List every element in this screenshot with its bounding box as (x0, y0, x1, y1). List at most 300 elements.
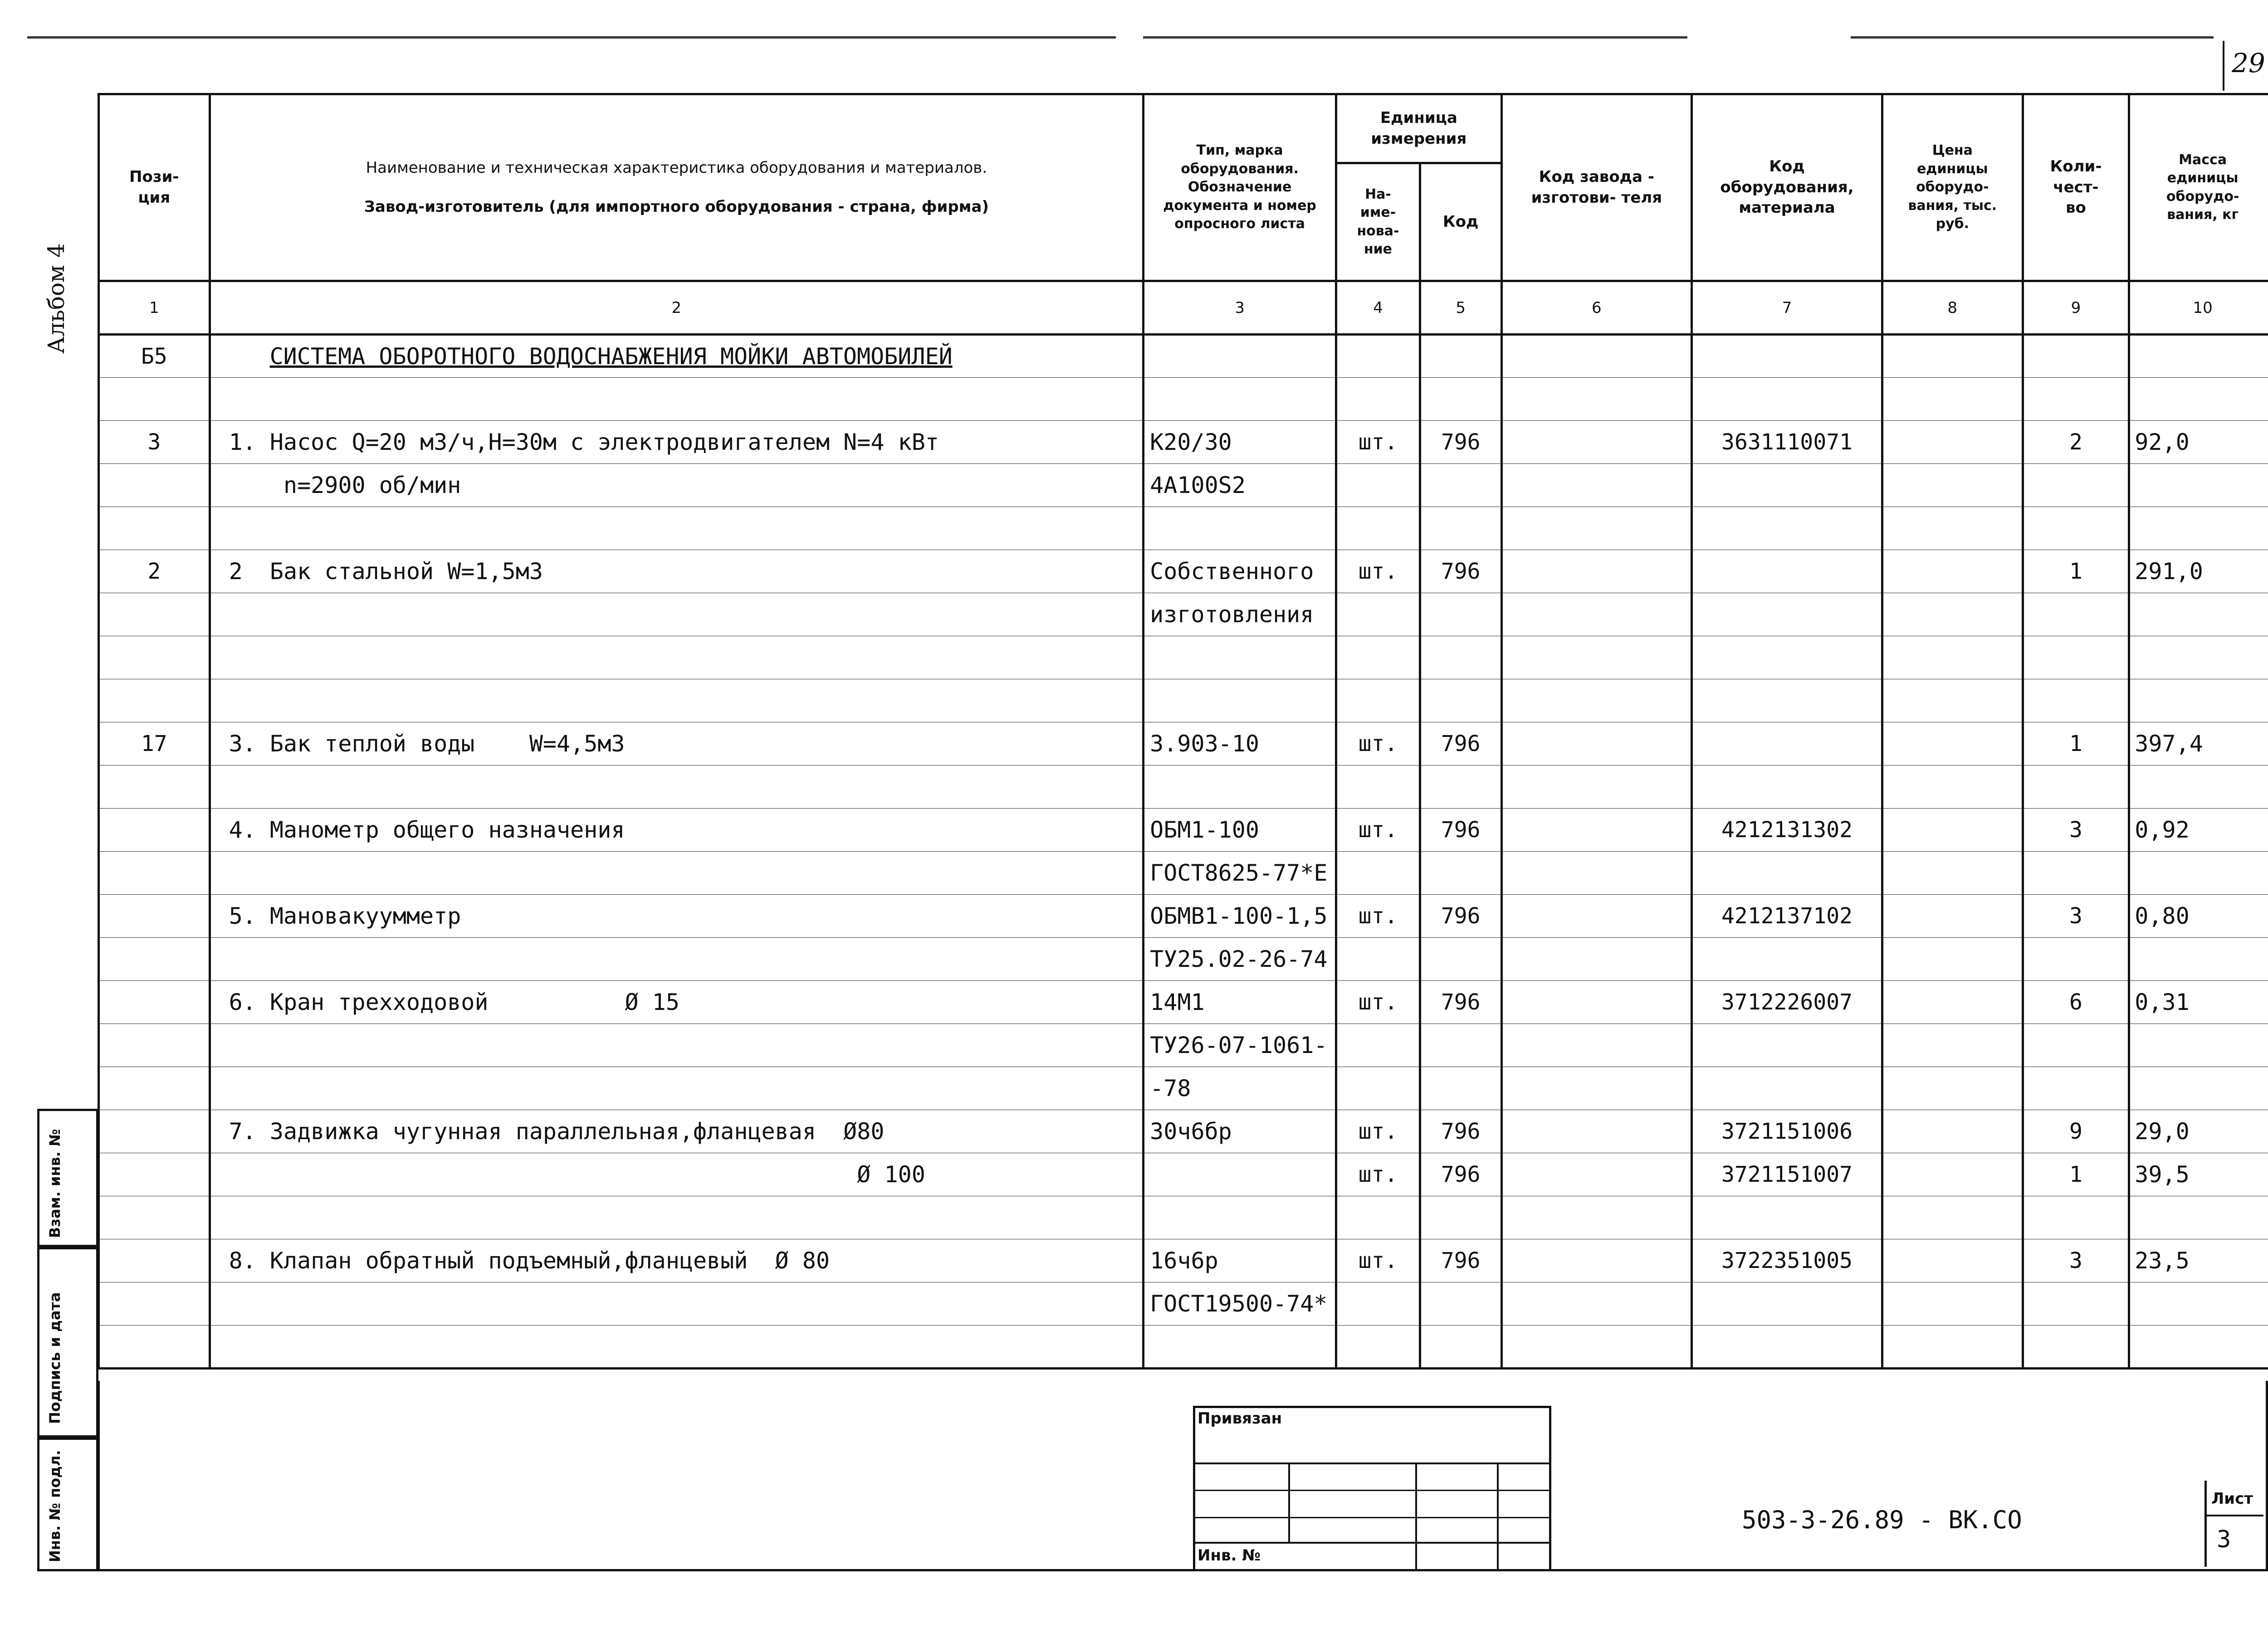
row-mass (2129, 636, 2268, 679)
row-mass: 0,31 (2129, 981, 2268, 1024)
row-price (1882, 1153, 2023, 1196)
row-type (1144, 636, 1336, 679)
table-row (99, 335, 2268, 378)
header-unit-name: На- име- нова- ние (1336, 163, 1420, 281)
header-unit-code: Код (1420, 163, 1501, 281)
row-unit (1336, 378, 1420, 421)
row-unit: шт. (1336, 1239, 1420, 1282)
top-rule (1143, 36, 1687, 39)
row-mass (2129, 378, 2268, 421)
privyazan-line (1497, 1462, 1499, 1569)
row-plant-code (1501, 1110, 1692, 1153)
privyazan-block (1193, 1406, 1551, 1569)
row-name: СИСТЕМА ОБОРОТНОГО ВОДОСНАБЖЕНИЯ МОЙКИ АВТОМОБИЛЕЙ (210, 335, 1144, 378)
row-plant-code (1501, 464, 1692, 507)
row-plant-code (1501, 1196, 1692, 1239)
table-row (99, 1239, 2268, 1282)
row-quantity (2023, 679, 2129, 722)
row-unit: шт. (1336, 1110, 1420, 1153)
row-quantity (2023, 507, 2129, 550)
header-plant-code: Код завода - изготови- теля (1501, 94, 1692, 281)
row-unit: шт. (1336, 809, 1420, 852)
column-numbers-row (99, 281, 2268, 335)
inv-no-label: Инв. № (1198, 1546, 1261, 1565)
row-mass: 92,0 (2129, 421, 2268, 464)
row-name: n=2900 об/мин (210, 464, 1144, 507)
row-price (1882, 679, 2023, 722)
row-unit: шт. (1336, 421, 1420, 464)
row-equipment-code (1692, 1024, 1882, 1067)
row-plant-code (1501, 981, 1692, 1024)
row-price (1882, 895, 2023, 938)
row-equipment-code (1692, 507, 1882, 550)
row-unit-code (1420, 464, 1501, 507)
row-unit (1336, 765, 1420, 809)
row-unit (1336, 852, 1420, 895)
row-unit: шт. (1336, 1153, 1420, 1196)
sheet-label: Лист (2211, 1490, 2253, 1508)
header-mass: Масса единицы оборудо- вания, кг (2129, 94, 2268, 281)
privyazan-line (1193, 1406, 1195, 1569)
row-name: Ø 100 (210, 1153, 1144, 1196)
row-unit-code (1420, 378, 1501, 421)
row-type: Собственного (1144, 550, 1336, 593)
row-quantity: 6 (2023, 981, 2129, 1024)
row-price (1882, 852, 2023, 895)
row-quantity (2023, 852, 2129, 895)
row-price (1882, 507, 2023, 550)
row-type (1144, 335, 1336, 378)
table-row (99, 1282, 2268, 1326)
row-unit (1336, 507, 1420, 550)
row-position (99, 809, 210, 852)
row-position (99, 636, 210, 679)
row-equipment-code: 3631110071 (1692, 421, 1882, 464)
row-mass (2129, 679, 2268, 722)
row-name: 8. Клапан обратный подъемный,фланцевый Ø 80 (210, 1239, 1144, 1282)
row-name (210, 1282, 1144, 1326)
row-plant-code (1501, 1239, 1692, 1282)
row-quantity (2023, 593, 2129, 636)
row-name (210, 636, 1144, 679)
stamp-vzam-inv-label: Взам. инв. № (46, 1129, 64, 1238)
row-unit-code: 796 (1420, 722, 1501, 765)
top-rule (27, 36, 1116, 39)
row-plant-code (1501, 722, 1692, 765)
row-equipment-code (1692, 636, 1882, 679)
row-mass (2129, 852, 2268, 895)
row-name (210, 1024, 1144, 1067)
table-row (99, 421, 2268, 464)
row-name (210, 593, 1144, 636)
row-equipment-code: 4212137102 (1692, 895, 1882, 938)
row-unit-code (1420, 1282, 1501, 1326)
row-type: ГОСТ19500-74* (1144, 1282, 1336, 1326)
row-quantity: 1 (2023, 1153, 2129, 1196)
row-quantity: 3 (2023, 1239, 2129, 1282)
top-rule (1851, 36, 2214, 39)
row-name: 2 Бак стальной W=1,5м3 (210, 550, 1144, 593)
row-equipment-code (1692, 1196, 1882, 1239)
row-type: К20/30 (1144, 421, 1336, 464)
header-name-line2: Завод-изготовитель (для импортного оборудования - страна, фирма) (364, 197, 989, 216)
row-plant-code (1501, 1282, 1692, 1326)
row-type: 14М1 (1144, 981, 1336, 1024)
table-row (99, 464, 2268, 507)
row-unit: шт. (1336, 981, 1420, 1024)
privyazan-line (1415, 1462, 1417, 1569)
row-mass (2129, 765, 2268, 809)
row-plant-code (1501, 378, 1692, 421)
stamp-inv-podl (37, 1435, 98, 1571)
row-type (1144, 507, 1336, 550)
row-price (1882, 1239, 2023, 1282)
row-quantity (2023, 1024, 2129, 1067)
table-row (99, 550, 2268, 593)
row-position (99, 895, 210, 938)
table-row (99, 1067, 2268, 1110)
table-row (99, 378, 2268, 421)
table-row (99, 895, 2268, 938)
row-type (1144, 378, 1336, 421)
table-row (99, 722, 2268, 765)
row-position (99, 981, 210, 1024)
row-quantity (2023, 378, 2129, 421)
row-quantity: 9 (2023, 1110, 2129, 1153)
row-quantity (2023, 464, 2129, 507)
row-plant-code (1501, 550, 1692, 593)
row-plant-code (1501, 895, 1692, 938)
row-quantity: 3 (2023, 895, 2129, 938)
row-name (210, 765, 1144, 809)
row-equipment-code: 3721151006 (1692, 1110, 1882, 1153)
row-unit (1336, 464, 1420, 507)
row-position (99, 1067, 210, 1110)
row-name (210, 852, 1144, 895)
row-unit-code: 796 (1420, 981, 1501, 1024)
row-position (99, 765, 210, 809)
privyazan-line (1549, 1406, 1551, 1569)
row-mass (2129, 507, 2268, 550)
row-type (1144, 679, 1336, 722)
row-name: 6. Кран трехходовой Ø 15 (210, 981, 1144, 1024)
row-unit-code: 796 (1420, 1110, 1501, 1153)
row-quantity: 3 (2023, 809, 2129, 852)
row-type (1144, 1153, 1336, 1196)
row-price (1882, 464, 2023, 507)
row-quantity: 1 (2023, 550, 2129, 593)
row-price (1882, 809, 2023, 852)
row-price (1882, 1196, 2023, 1239)
row-mass: 39,5 (2129, 1153, 2268, 1196)
row-mass: 397,4 (2129, 722, 2268, 765)
table-row (99, 636, 2268, 679)
row-unit-code (1420, 765, 1501, 809)
row-unit: шт. (1336, 722, 1420, 765)
row-type: 4А100S2 (1144, 464, 1336, 507)
col-number: 9 (2023, 281, 2129, 335)
row-plant-code (1501, 507, 1692, 550)
row-unit (1336, 1196, 1420, 1239)
row-position (99, 852, 210, 895)
row-plant-code (1501, 636, 1692, 679)
row-unit-code (1420, 593, 1501, 636)
row-unit-code: 796 (1420, 1153, 1501, 1196)
row-equipment-code: 3721151007 (1692, 1153, 1882, 1196)
row-equipment-code (1692, 679, 1882, 722)
row-type: 3.903-10 (1144, 722, 1336, 765)
row-mass (2129, 1024, 2268, 1067)
row-plant-code (1501, 938, 1692, 981)
row-mass: 0,92 (2129, 809, 2268, 852)
row-mass: 29,0 (2129, 1110, 2268, 1153)
row-position (99, 464, 210, 507)
stamp-podpis-data (37, 1245, 98, 1440)
row-mass (2129, 335, 2268, 378)
col-number: 1 (99, 281, 210, 335)
row-position (99, 1326, 210, 1369)
row-price (1882, 335, 2023, 378)
row-price (1882, 765, 2023, 809)
table-row (99, 852, 2268, 895)
row-mass (2129, 464, 2268, 507)
table-row (99, 809, 2268, 852)
row-type: изготовления (1144, 593, 1336, 636)
row-unit-code (1420, 335, 1501, 378)
row-price (1882, 1326, 2023, 1369)
sheet-separator (2207, 1515, 2263, 1516)
row-mass (2129, 1326, 2268, 1369)
sheet-number: 3 (2217, 1526, 2231, 1553)
col-number: 4 (1336, 281, 1420, 335)
row-price (1882, 1067, 2023, 1110)
row-price (1882, 938, 2023, 981)
header-unit: Единица измерения (1336, 94, 1502, 163)
row-plant-code (1501, 852, 1692, 895)
row-price (1882, 1110, 2023, 1153)
row-position: Б5 (99, 335, 210, 378)
row-equipment-code (1692, 335, 1882, 378)
header-equipment-code: Код оборудования, материала (1692, 94, 1882, 281)
row-position: 3 (99, 421, 210, 464)
row-unit (1336, 636, 1420, 679)
table-row (99, 1326, 2268, 1369)
row-unit-code: 796 (1420, 809, 1501, 852)
row-unit (1336, 1024, 1420, 1067)
row-unit (1336, 679, 1420, 722)
table-row (99, 1153, 2268, 1196)
row-equipment-code (1692, 1067, 1882, 1110)
row-type (1144, 1326, 1336, 1369)
row-position: 2 (99, 550, 210, 593)
row-quantity (2023, 636, 2129, 679)
row-quantity (2023, 1196, 2129, 1239)
row-type (1144, 1196, 1336, 1239)
row-mass (2129, 593, 2268, 636)
row-quantity (2023, 1326, 2129, 1369)
row-mass: 0,80 (2129, 895, 2268, 938)
row-name (210, 378, 1144, 421)
row-name: 4. Манометр общего назначения (210, 809, 1144, 852)
row-position: 17 (99, 722, 210, 765)
row-position (99, 1196, 210, 1239)
col-number: 3 (1144, 281, 1336, 335)
row-plant-code (1501, 421, 1692, 464)
row-plant-code (1501, 1067, 1692, 1110)
col-number: 10 (2129, 281, 2268, 335)
row-price (1882, 1024, 2023, 1067)
row-position (99, 1153, 210, 1196)
col-number: 7 (1692, 281, 1882, 335)
header-quantity: Коли- чест- во (2023, 94, 2129, 281)
row-unit (1336, 938, 1420, 981)
row-unit-code (1420, 636, 1501, 679)
privyazan-label: Привязан (1198, 1409, 1282, 1428)
row-equipment-code (1692, 852, 1882, 895)
header-row (99, 94, 2268, 163)
row-mass (2129, 1196, 2268, 1239)
row-name: 1. Насос Q=20 м3/ч,Н=30м с электродвигателем N=4 кВт (210, 421, 1144, 464)
row-unit-code: 796 (1420, 550, 1501, 593)
row-position (99, 679, 210, 722)
row-name (210, 938, 1144, 981)
row-name: 7. Задвижка чугунная параллельная,фланцевая Ø80 (210, 1110, 1144, 1153)
row-price (1882, 636, 2023, 679)
row-equipment-code: 4212131302 (1692, 809, 1882, 852)
row-equipment-code (1692, 378, 1882, 421)
row-type: ГОСТ8625-77*Е (1144, 852, 1336, 895)
table-row (99, 938, 2268, 981)
title-block-frame (98, 1381, 2268, 1571)
row-plant-code (1501, 335, 1692, 378)
header-type: Тип, марка оборудования. Обозначение документа и номер опросного листа (1144, 94, 1336, 281)
privyazan-line (1288, 1462, 1290, 1542)
col-number: 8 (1882, 281, 2023, 335)
row-mass: 291,0 (2129, 550, 2268, 593)
table-row (99, 1024, 2268, 1067)
row-price (1882, 1282, 2023, 1326)
row-type (1144, 765, 1336, 809)
row-plant-code (1501, 679, 1692, 722)
table-row (99, 1196, 2268, 1239)
row-equipment-code (1692, 765, 1882, 809)
row-quantity: 2 (2023, 421, 2129, 464)
row-price (1882, 593, 2023, 636)
table-row (99, 507, 2268, 550)
row-name (210, 679, 1144, 722)
row-unit (1336, 1282, 1420, 1326)
row-type: -78 (1144, 1067, 1336, 1110)
header-name (210, 94, 1144, 281)
row-unit-code (1420, 1196, 1501, 1239)
row-price (1882, 378, 2023, 421)
row-name (210, 1196, 1144, 1239)
row-name: 5. Мановакуумметр (210, 895, 1144, 938)
row-position (99, 507, 210, 550)
page-number: 29 (2232, 48, 2265, 78)
row-quantity: 1 (2023, 722, 2129, 765)
header-position: Пози- ция (99, 94, 210, 281)
row-equipment-code (1692, 550, 1882, 593)
row-quantity (2023, 1282, 2129, 1326)
row-equipment-code (1692, 938, 1882, 981)
row-position (99, 1239, 210, 1282)
row-equipment-code: 3712226007 (1692, 981, 1882, 1024)
row-unit (1336, 1326, 1420, 1369)
col-number: 6 (1501, 281, 1692, 335)
row-quantity (2023, 335, 2129, 378)
row-name: 3. Бак теплой воды W=4,5м3 (210, 722, 1144, 765)
row-name (210, 1326, 1144, 1369)
table-row (99, 981, 2268, 1024)
row-type: ОБМВ1-100-1,5 (1144, 895, 1336, 938)
row-type: ОБМ1-100 (1144, 809, 1336, 852)
row-name (210, 507, 1144, 550)
row-unit-code: 796 (1420, 1239, 1501, 1282)
row-mass (2129, 1282, 2268, 1326)
row-mass: 23,5 (2129, 1239, 2268, 1282)
row-unit-code (1420, 507, 1501, 550)
row-equipment-code (1692, 1282, 1882, 1326)
row-name (210, 1067, 1144, 1110)
row-position (99, 378, 210, 421)
table-row (99, 1110, 2268, 1153)
row-mass (2129, 1067, 2268, 1110)
row-unit-code (1420, 938, 1501, 981)
col-number: 2 (210, 281, 1144, 335)
row-equipment-code (1692, 593, 1882, 636)
row-plant-code (1501, 809, 1692, 852)
page-number-bracket (2223, 41, 2224, 91)
row-type: 16ч6р (1144, 1239, 1336, 1282)
row-price (1882, 722, 2023, 765)
row-unit: шт. (1336, 550, 1420, 593)
table-row (99, 765, 2268, 809)
row-unit-code (1420, 852, 1501, 895)
table-row (99, 593, 2268, 636)
row-plant-code (1501, 1326, 1692, 1369)
col-number: 5 (1420, 281, 1501, 335)
album-label: Альбом 4 (43, 243, 69, 354)
row-position (99, 1110, 210, 1153)
row-unit-code (1420, 1024, 1501, 1067)
row-position (99, 593, 210, 636)
stamp-podpis-data-label: Подпись и дата (46, 1292, 64, 1424)
row-equipment-code: 3722351005 (1692, 1239, 1882, 1282)
table-body (99, 335, 2268, 1369)
row-quantity (2023, 938, 2129, 981)
row-plant-code (1501, 765, 1692, 809)
document-code: 503-3-26.89 - ВК.СО (1742, 1506, 2022, 1534)
row-price (1882, 981, 2023, 1024)
row-plant-code (1501, 1153, 1692, 1196)
row-unit-code: 796 (1420, 421, 1501, 464)
row-unit (1336, 335, 1420, 378)
row-unit-code (1420, 679, 1501, 722)
row-unit (1336, 593, 1420, 636)
stamp-vzam-inv (37, 1109, 98, 1249)
row-type: ТУ25.02-26-74 (1144, 938, 1336, 981)
row-price (1882, 550, 2023, 593)
specification-table (98, 93, 2268, 1370)
row-price (1882, 421, 2023, 464)
row-equipment-code (1692, 1326, 1882, 1369)
row-quantity (2023, 1067, 2129, 1110)
sheet-box (2204, 1481, 2263, 1567)
row-type: 30ч6бр (1144, 1110, 1336, 1153)
row-unit-code (1420, 1067, 1501, 1110)
header-name-line1: Наименование и техническая характеристика оборудования и материалов. (366, 158, 987, 177)
